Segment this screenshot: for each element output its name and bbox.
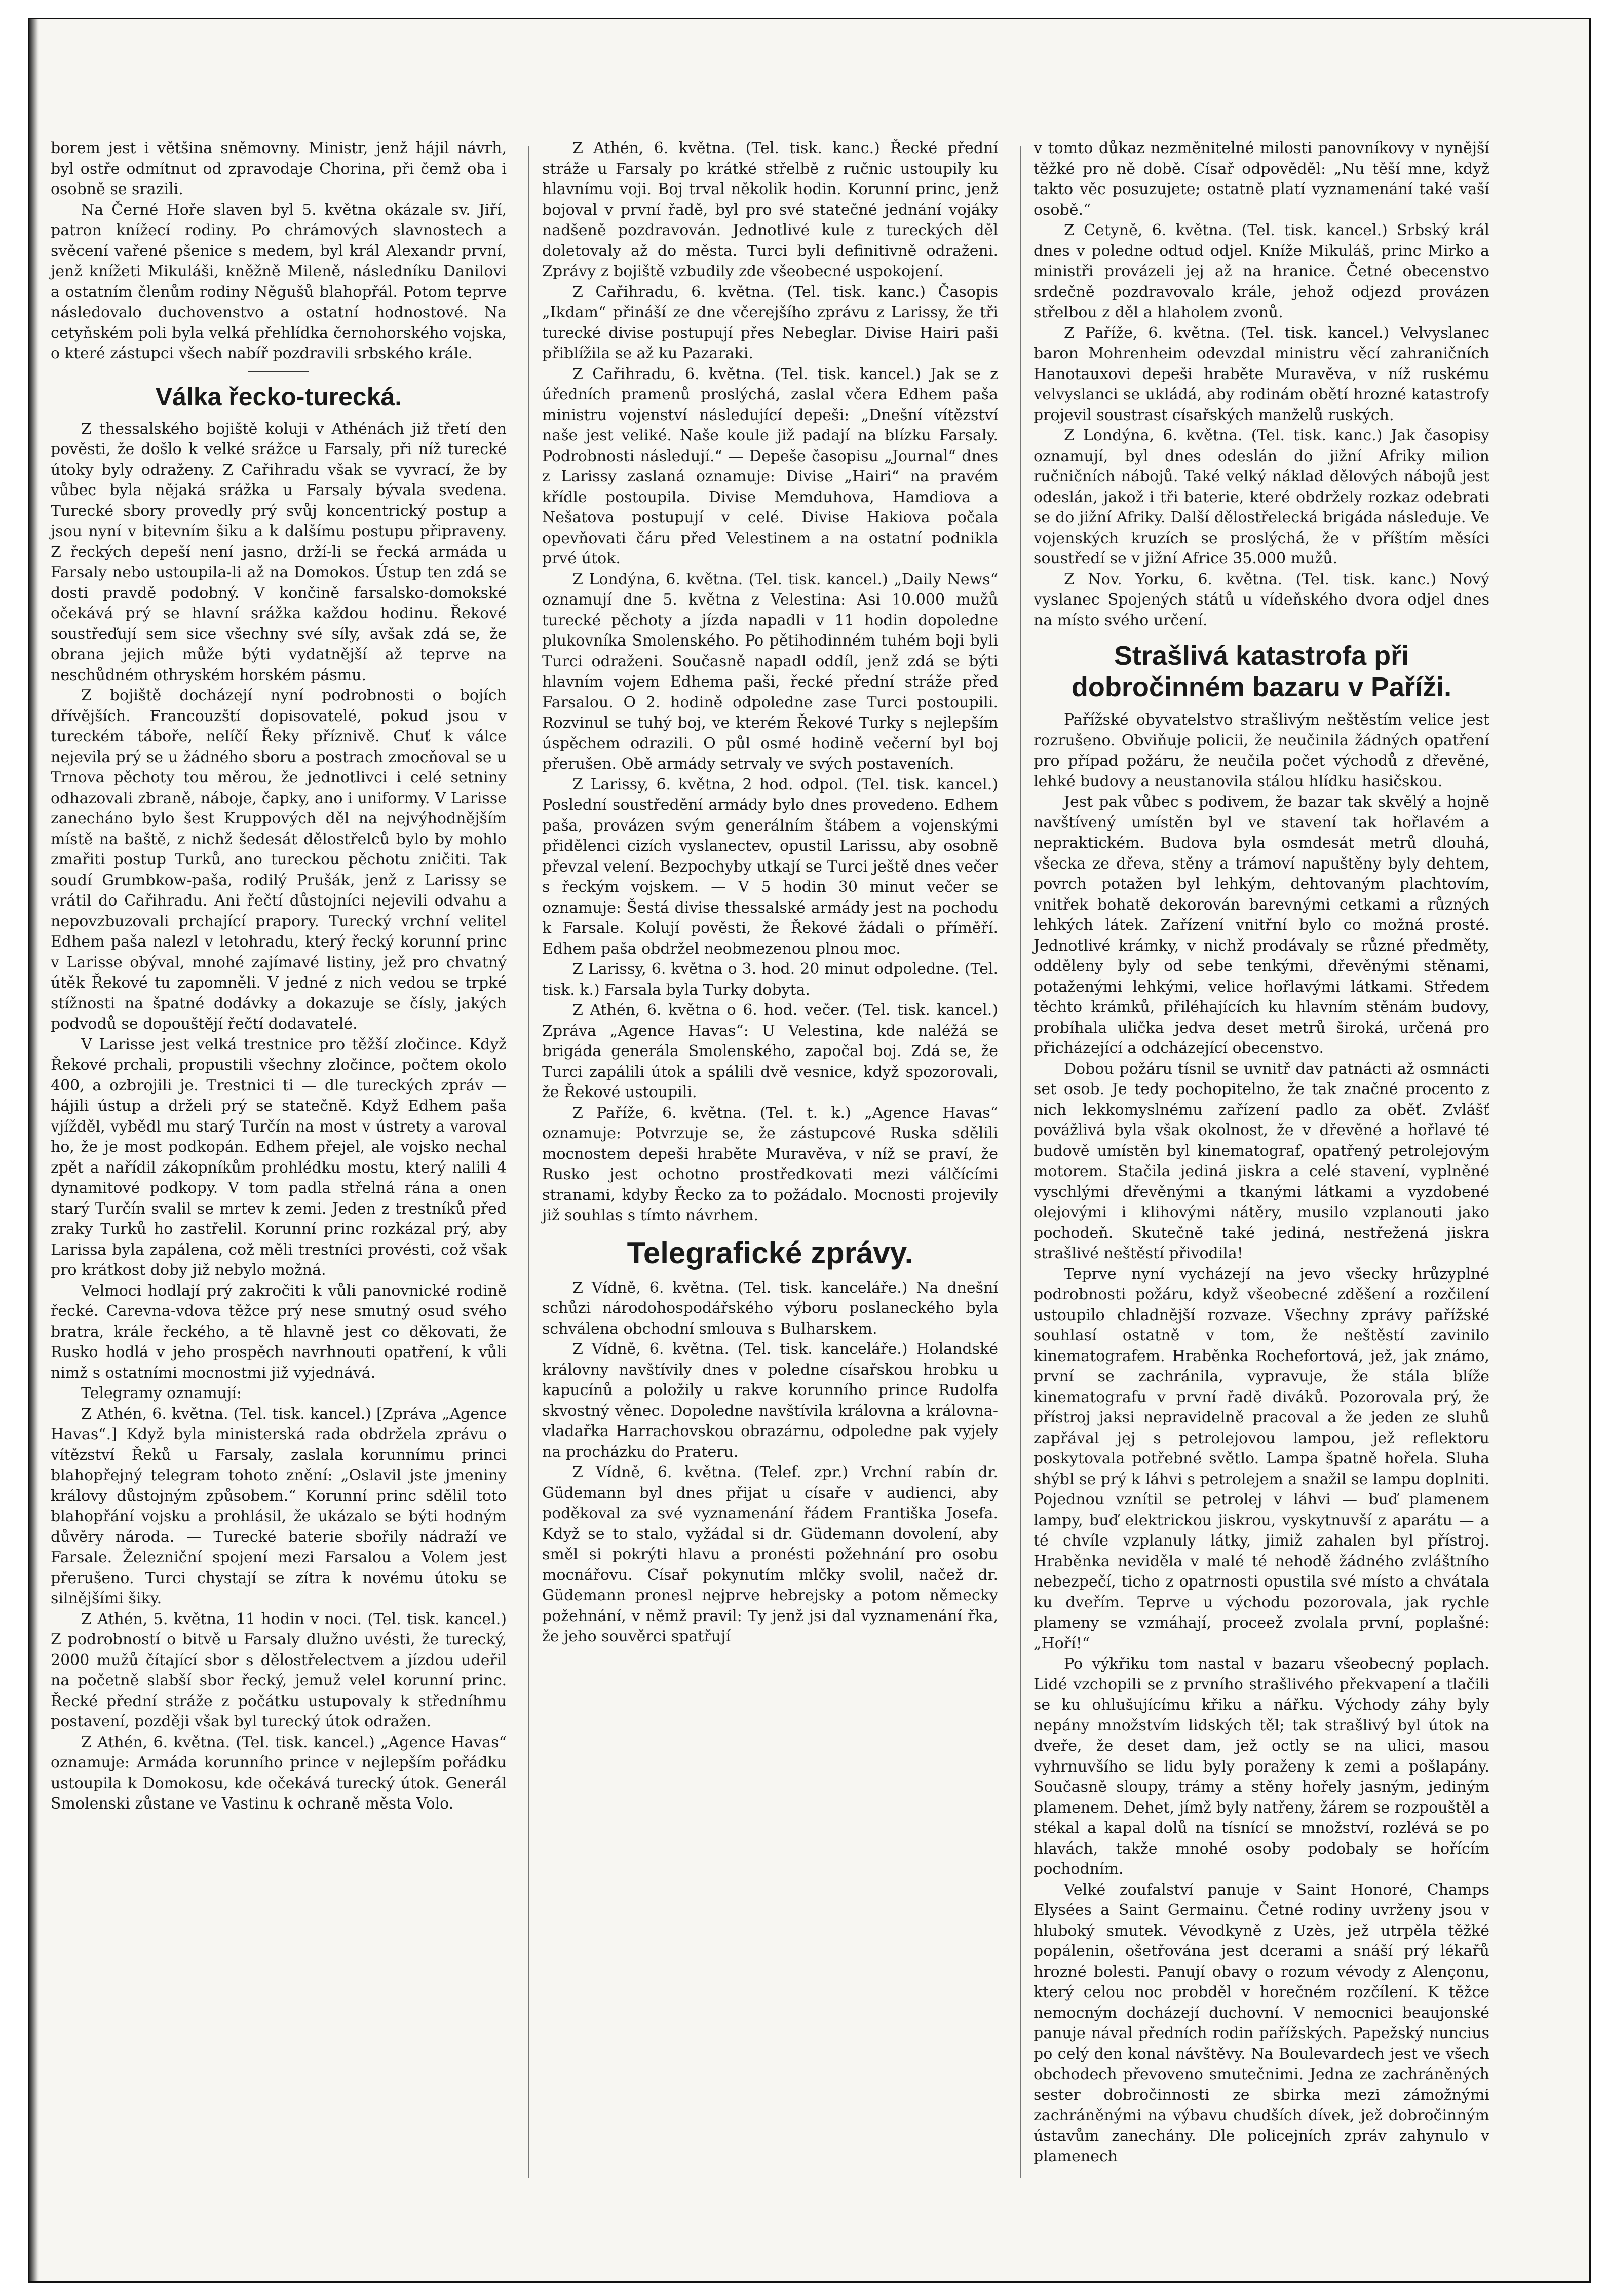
fire-paragraph-5: Po výkřiku tom nastal v bazaru všeobecný poplach. Lidé vzchopili se z prvního strašlivého překvapení a tlačili se ku ohlušujícímu křiku a nářku. Východy záhy byly nepány množstvím lidských těl; tak strašlivý byl útok na dveře, že deset dam, jež octly se na ulici, masou vyhrnuvšího se lidu byly poraženy k zemi a pošlapány. Současně sloupy, trámy a stěny hořely jasným, jediným plamenem. Dehet, jímž byly natřeny, žárem se rozpouštěl a stékal a kapal dolů na tísnící se množství, rozlévá se po hlavách, takže mnohé osoby podobaly se hořícím pochodním. [1034,1655,1489,1878]
column-1 [51,138,507,1815]
news-constantinople-2: Z Cařihradu, 6. května. (Tel. tisk. kancel.) Jak se z úředních pramenů proslýchá, zaslal včera Edhem paša ministru vojenství následující depeši: „Dnešní vítězství naše jest veliké. Naše koule již padají na blízku Farsaly. Podrobnosti následují.“ — Depeše časopisu „Journal“ dnes z Larissy zaslaná oznamuje: Divise „Hairi“ na pravém křídle postoupila. Divise Memduhova, Hamdiova a Nešatova postupují v celé. Divise Hakiova počala opevňovati čáru před Velestinem a na ostatní podnikla prvé útok. [542,365,998,568]
news-new-york: Z Nov. Yorku, 6. května. (Tel. tisk. kanc.) Nový vyslanec Spojených států u vídeňského dvora odjel dnes na místo svého určení. [1034,570,1489,629]
column-2 [542,138,998,1647]
telegrams-intro: Telegramy oznamují: [81,1384,242,1402]
news-vienna-3: Z Vídně, 6. května. (Telef. zpr.) Vrchní rabín dr. Güdemann byl dnes přijat u císaře v audienci, aby poděkoval za své vyznamenání řádem Františka Josefa. Když se to stalo, vyžádal si dr. Güdemann dovolení, aby směl si pokrýti hlavu a pronésti požehnání pro osobu mocnářovu. Císař pokynutím mlčky svolil, načež dr. Güdemann pronesl nejprve hebrejsky a potom německy požehnání, v němž pravil: Ty jenž jsi dal vyznamenání řka, že jeho souvěrci spatřují [542,1463,998,1645]
war-paragraph-4: Velmoci hodlají prý zakročiti k vůli panovnické rodině řecké. Carevna-vdova těžce prý nese smutný osud svého bratra, krále řeckého, a tě hlavně jest co děkovati, že Rusko hodlá v jeho prospěch navrhnouti opatření, k vůli nimž s ostatními mocnostmi již vyjednává. [51,1282,507,1382]
news-larissa-2: Z Larissy, 6. května o 3. hod. 20 minut odpoledne. (Tel. tisk. k.) Farsala byla Turky dobyta. [542,960,998,999]
fire-paragraph-2: Jest pak vůbec s podivem, že bazar tak skvělý a hojně navštívený umístěn byl ve stavení tak hořlavém a nepraktickém. Budova byla osmdesát metrů dlouhá, všecka ze dřeva, stěny a trámoví napuštěny byly dehtem, povrch potažen byl lehkým, dehtovaným plachtovím, vnitřek bohatě dekorován barevnými cetkami a různých lehkých látek. Zařízení vnitřní bylo co možná prosté. Jednotlivé krámky, v nichž prodávaly se různé předměty, odděleny byly od sebe tenkými, dřevěnými stěnami, potaženými lehkými, velice hořlavými látkami. Středem těchto krámků, přiléhajících ku hlavním stěnám budovy, probíhala ulička jedva deset metrů široká, určená pro přicházející a odcházející obecenstvo. [1034,793,1489,1057]
news-cetinje: Z Cetyně, 6. května. (Tel. tisk. kancel.) Srbský král dnes v poledne odtud odjel. Kníže Mikuláš, princ Mirko a ministři provázeli jej až na hranice. Četné obecenstvo srdečně pozdravovalo krále, jehož odjezd provázen střelbou z děl a hlaholem zvonů. [1034,221,1489,321]
war-heading: Válka řecko-turecká. [155,382,402,411]
news-london: Z Londýna, 6. května. (Tel. tisk. kancel.) „Daily News“ oznamují dne 5. května z Velestina: Asi 10.000 mužů turecké pěchoty a jízda napadli v 11 hodin dopoledne plukovníka Smolenského. Po pětihodinném tuhém boji byli Turci odraženi. Současně napadl oddíl, jenž zdá se býti hlavním vojem Edhema paši, řecké přední stráže před Farsalou. O 2. hodině odpoledne zase Turci postoupili. Rozvinul se tuhý boj, ve kterém Řekové Turky s nejlepším úspěchem odrazili. O půl osmé hodině večerní byl boj přerušen. Obě armády setrvaly ve svých postaveních. [542,570,998,773]
news-constantinople-1: Z Cařihradu, 6. května. (Tel. tisk. kanc.) Časopis „Ikdam“ přináší ze dne včerejšího zprávu z Larissy, že tři turecké divise postupují přes Nebeglar. Divise Hairi paši přiblížila se až ku Pazaraki. [542,283,998,362]
war-paragraph-3: V Larisse jest velká trestnice pro těžší zločince. Když Řekové prchali, propustili všechny zločince, počtem okolo 400, a ozbrojili je. Trestnici ti — dle tureckých zpráv — hájili ústup a drželi prý se statečně. Když Edhem paša vjížděl, vybědl mu starý Turčín na most v ústrety a varoval ho, že je most podkopán. Edhem přejel, ale vojsko nechal zpět a nařídil zákopníkům prohlédku mostu, který nalili 4 dynamitové podkopy. V tom padla střelná rána a onen starý Turčín svalil se mrtev k zemi. Jeden z trestníků před zraky Turků ho zastřelil. Korunní princ rozkázal prý, aby Larissa byla zapálena, což měli trestníci provésti, což však pro krátkost doby již nebylo možná. [51,1035,507,1279]
news-athens-evening: Z Athén, 6. května o 6. hod. večer. (Tel. tisk. kancel.) Zpráva „Agence Havas“: U Velestina, kde naléžá se brigáda generála Smolenského, započal boj. Zdá se, že Turci zapálili útok a spálili dvě vesnice, když spozorovali, že Řekové ustoupili. [542,1001,998,1101]
news-larissa-1: Z Larissy, 6. května, 2 hod. odpol. (Tel. tisk. kancel.) Poslední soustředění armády bylo dnes provedeno. Edhem paša, provázen svým generálním štábem a vojenskými přidělenci cizích vyslanectev, opustil Larissu, aby osobně převzal velení. Bezpochyby utkají se Turci ještě dnes večer s řeckým vojskem. — V 5 hodin 30 minut večer se oznamuje: Šestá divise thessalské armády jest na pochodu k Farsale. Kolují pověsti, že Řekové žádali o příměří. Edhem paša obdržel neobmezenou plnou moc. [542,775,998,958]
war-paragraph-2: Z bojiště docházejí nyní podrobnosti o bojích dřívějších. Francouzští dopisovatelé, pokud jsou v tureckém táboře, nelíčí Řeky příznivě. Chuť k válce nejevila prý se u žádného sboru a postrach zmocňoval se u Trnova pěchoty tou měrou, že jednotlivci i celé setniny odhazovali zbraně, náboje, čapky, ano i uniformy. V Larisse zanecháno bylo šest Kruppových děl na nejvýhodnějším místě na baště, z nichž šedesát dělostřelců bylo by mohlo zmařiti postup Turků, ano tureckou pěchotu zničiti. Tak soudí Grumbkow-paša, rodilý Prušák, jenž z Larissy se vrátil do Cařihradu. Ani řečtí důstojníci nejevili odvahu a nepovzbuzovali prchající prapory. Turecký vrchní velitel Edhem paša nalezl v letohradu, který řecký korunní princ v Larisse obýval, mnohé zajímavé listiny, jež pro chvatný útěk Řekové tu zapomněli. V jedné z nich vedou se trpké stížnosti na špatné dodávky a dokazuje se čísly, jakých podvodů se dopouštějí řečtí dodavatelé. [51,687,507,1033]
montenegro-paragraph: Na Černé Hoře slaven byl 5. května okázale sv. Jiří, patron knížecí rodiny. Po chrámových slavnostech a svěcení vařené pšenice s medem, byl král Alexandr první, jenž knížeti Mikuláši, kněžně Mileně, následníku Danilovi a ostatním členům rodiny Něgušů blahopřál. Potom teprve následovalo duchovenstvo a ostatní hodnostové. Na cetyňském poli byla velká přehlídka černohorského vojska, o které zástupci všech nabíř pozdravili srbského krále. [51,201,507,362]
telegram-athens-2: Z Athén, 5. května, 11 hodin v noci. (Tel. tisk. kancel.) Z podrobností o bitvě u Farsaly dlužno uvésti, že turecký, 2000 mužů čítající sbor s dělostřelectvem a jízdou udeřil na početně slabší sbor řecký, jemuž velel korunní princ. Řecké přední stráže z počátku ustupovaly k středníhmu postavení, později však byl turecký útok odražen. [51,1610,507,1730]
column-3 [1034,138,1489,2167]
fire-heading: Strašlivá katastrofa při dobročinném bazaru v Paříži. [1071,641,1452,702]
telegram-athens-3: Z Athén, 6. května. (Tel. tisk. kancel.) „Agence Havas“ oznamuje: Armáda korunního prince v nejlepším pořádku ustoupila k Domokosu, kde očekává turecký útok. Generál Smolenski zůstane ve Vastinu k ochraně města Volo. [51,1733,507,1813]
news-paris-2: Z Paříže, 6. května. (Tel. tisk. kancel.) Velvyslanec baron Mohrenheim odevzdal ministru věcí zahraničních Hanotauxovi depeši hraběte Muravěva, v níž ruskému velvyslanci se ukládá, aby rodinám obětí hrozné katastrofy projevil soustrast císařských manželů ruských. [1034,324,1489,424]
fire-paragraph-4: Teprve nyní vycházejí na jevo všecky hrůzyplné podrobnosti požáru, když všeobecné zděšení a rozčilení ustoupilo chladnější rozvaze. Všechny zprávy pařížské souhlasí ostatně v tom, že neštěstí zavinilo kinematografem. Hraběnka Rochefortová, jež, jak známo, první se zachránila, vypravuje, že stála blíže kinematografu v první řadě diváků. Pozorovala prý, že přístroj jaksi nepravidelně pracoval a že jeden ze sluhů zapřával jej s petrolejovou lampou, jež reflektoru poskytovala potřebné světlo. Lampa špatně hořela. Sluha shýbl se prý k láhvi s petrolejem a snažil se lampu doplniti. Pojednou vznítil se petrolej v láhvi — buď plamenem lampy, buď elektrickou jiskrou, vyskytnuvší z aparátu — a té chvíle vzplanuly látky, jimiž zahalen byl přístroj. Hraběnka neviděla v malé té nehodě žádného zvláštního nebezpečí, ticho z opatrnosti opustila své místo a chvátala ku dveřím. Teprve u východu pozorovala, jak rychle plameny se vzmáhají, proceež zvolala první, poplašné: „Hoří!“ [1034,1265,1489,1652]
column-separator-2 [1020,146,1021,2178]
telegraph-heading: Telegrafické zprávy. [627,1235,913,1270]
continuation-paragraph: v tomto důkaz nezměnitelné milosti panovníkovy v nynější těžké pro ně době. Císař odpověděl: „Nu těší mne, když takto věc posuzujete; ostatně platí vyznamenání také vaší osobě.“ [1034,139,1489,219]
intro-paragraph: borem jest i většina sněmovny. Ministr, jenž hájil návrh, byl ostře odmítnut od zpravodaje Chorina, při čemž oba i osobně se srazili. [51,139,507,198]
fire-paragraph-6: Velké zoufalství panuje v Saint Honoré, Champs Elysées a Saint Germainu. Četné rodiny uvrženy jsou v hluboký smutek. Vévodkyně z Uzès, jež utrpěla těžké popálenin, ošetřována jest dcerami a snáší prý lékařů hrozné bolesti. Panují obavy o rozum vévody z Alençonu, který celou noc probděl v horečném rozčílení. K těžce nemocným docházejí duchovní. V nemocnici beaujonské panuje nával předních rodin pařížských. Papežský nuncius po celý den konal návštěvy. Na Boulevardech jest ve všech obchodech převoveno smutečnimi. Jedna ze zachráněných sester dobročinnosti ze sbirka mezi zámožnými zachráněnými na výbavu chudších dívek, jež dobročinným ústavům zanechány. Dle policejních zpráv zahynulo v plamenech [1034,1880,1489,2165]
war-paragraph-1: Z thessalského bojiště koluji v Athénách již třetí den pověsti, že došlo k velké srážce u Farsaly, při níž turecké útoky byly odraženy. Z Cařihradu však se vyvrací, že by vůbec byla nějaká srážka u Farsaly bývala svedena. Turecké sbory provedly prý svůj koncentrický postup a jsou nyní v bitevním šiku a k dalšímu postupu připraveny. Z řeckých depeší není jasno, drží-li se řecká armáda u Farsaly nebo ustoupila-li až na Domokos. Ústup ten zdá se dosti pravdě podobný. V končině farsalsko-domokské očekává prý se hlavní srážka každou hodinu. Řekové soustřeďují sem sice všechny své síly, avšak zdá se, že obrana jejich může býti vydatnější až teprve na neschůdném othryském horském pásmu. [51,420,507,684]
news-athens: Z Athén, 6. května. (Tel. tisk. kanc.) Řecké přední stráže u Farsaly po krátké střelbě z ručnic ustoupily ku hlavnímu voji. Boj trval několik hodin. Korunní princ, jenž bojoval v první řadě, byl pro své statečné jednání vojáky nadšeně pozdravován. Jednotlivé kule z tureckých děl doletovaly až do města. Turci byli definitivně odraženi. Zprávy z bojiště vzbudily zde všeobecné uspokojení. [542,139,998,280]
fire-paragraph-1: Pařížské obyvatelstvo strašlivým neštěstím velice jest rozrušeno. Obviňuje policii, že neučinila žádných opatření pro případ požáru, že neučila počet východů z dřevěné, lehké budovy a neustanovila stálou hlídku hasičskou. [1034,711,1489,791]
divider [248,371,309,372]
column-separator-1 [528,146,529,2178]
page-edge-shadow [29,19,39,2281]
news-paris: Z Paříže, 6. května. (Tel. t. k.) „Agence Havas“ oznamuje: Potvrzuje se, že zástupcové Ruska sdělili mocnostem depeši hraběte Muravěva, v níž se praví, že Rusko jest ochotno prostředkovati mezi válčícími stranami, kdyby Řecko za to požádalo. Mocnosti projevily již souhlas s tímto návrhem. [542,1104,998,1224]
newspaper-page [28,18,1591,2283]
telegram-athens-1: Z Athén, 6. května. (Tel. tisk. kancel.) [Zpráva „Agence Havas“.] Když byla ministerská rada obdržela zprávu o vítězství Řeků u Farsaly, zaslala korunnímu princi blahopřejný telegram tohoto znění: „Oslavil jste jmeniny královy důstojným způsobem.“ Korunní princ sdělil toto blahopřání vojsku a prohlásil, že ukázalo se býti hodným důvěry národa. — Turecké baterie sbořily nádraží ve Farsale. Železniční spojení mezi Farsalou a Volem jest přerušeno. Turci chystají se zítra k novému útoku se silnějšími šiky. [51,1405,507,1607]
news-vienna-1: Z Vídně, 6. května. (Tel. tisk. kanceláře.) Na dnešní schůzi národohospodářského výboru poslaneckého byla schválena obchodní smlouva s Bulharskem. [542,1278,998,1338]
news-vienna-2: Z Vídně, 6. května. (Tel. tisk. kanceláře.) Holandské královny navštívily dnes v poledne císařskou hrobku u kapucínů a položily u rakve korunního prince Rudolfa skvostný věnec. Dopoledne navštívila královna a královna-vladařka Harrachovskou obrazárnu, odpoledne pak vyjely na procházku do Prateru. [542,1340,998,1461]
fire-paragraph-3: Dobou požáru tísnil se uvnitř dav patnácti až osmnácti set osob. Je tedy pochopitelno, že tak značné procento z nich lekkomyslnému zařízení padlo za oběť. Zvlášť povážlivá byla však okolnost, že v dřevěné a hořlavé té budově umístěn byl kinematograf, opatřený petrolejovým motorem. Stačila jediná jiskra a celé stavení, vyplněné vyschlými dřevěnými a tkanými látkami a vyzdobené olejovými i klihovými nátěry, musilo vzplanouti jako pochodeň. Skutečně také jediná, nestřežená jiskra strašlivé neštěstí přivodila! [1034,1060,1489,1262]
news-london-2: Z Londýna, 6. května. (Tel. tisk. kanc.) Jak časopisy oznamují, byl dnes odeslán do jižní Afriky milion ručničních nábojů. Také velký náklad dělových nábojů jest odeslán, jakož i tři baterie, které obdržely rozkaz odebrati se do jižní Afriky. Další dělostřelecká brigáda následuje. Ve vojenských kruzích se proslýchá, že v příštím měsíci soustředí se v jižní Africe 35.000 mužů. [1034,427,1489,568]
